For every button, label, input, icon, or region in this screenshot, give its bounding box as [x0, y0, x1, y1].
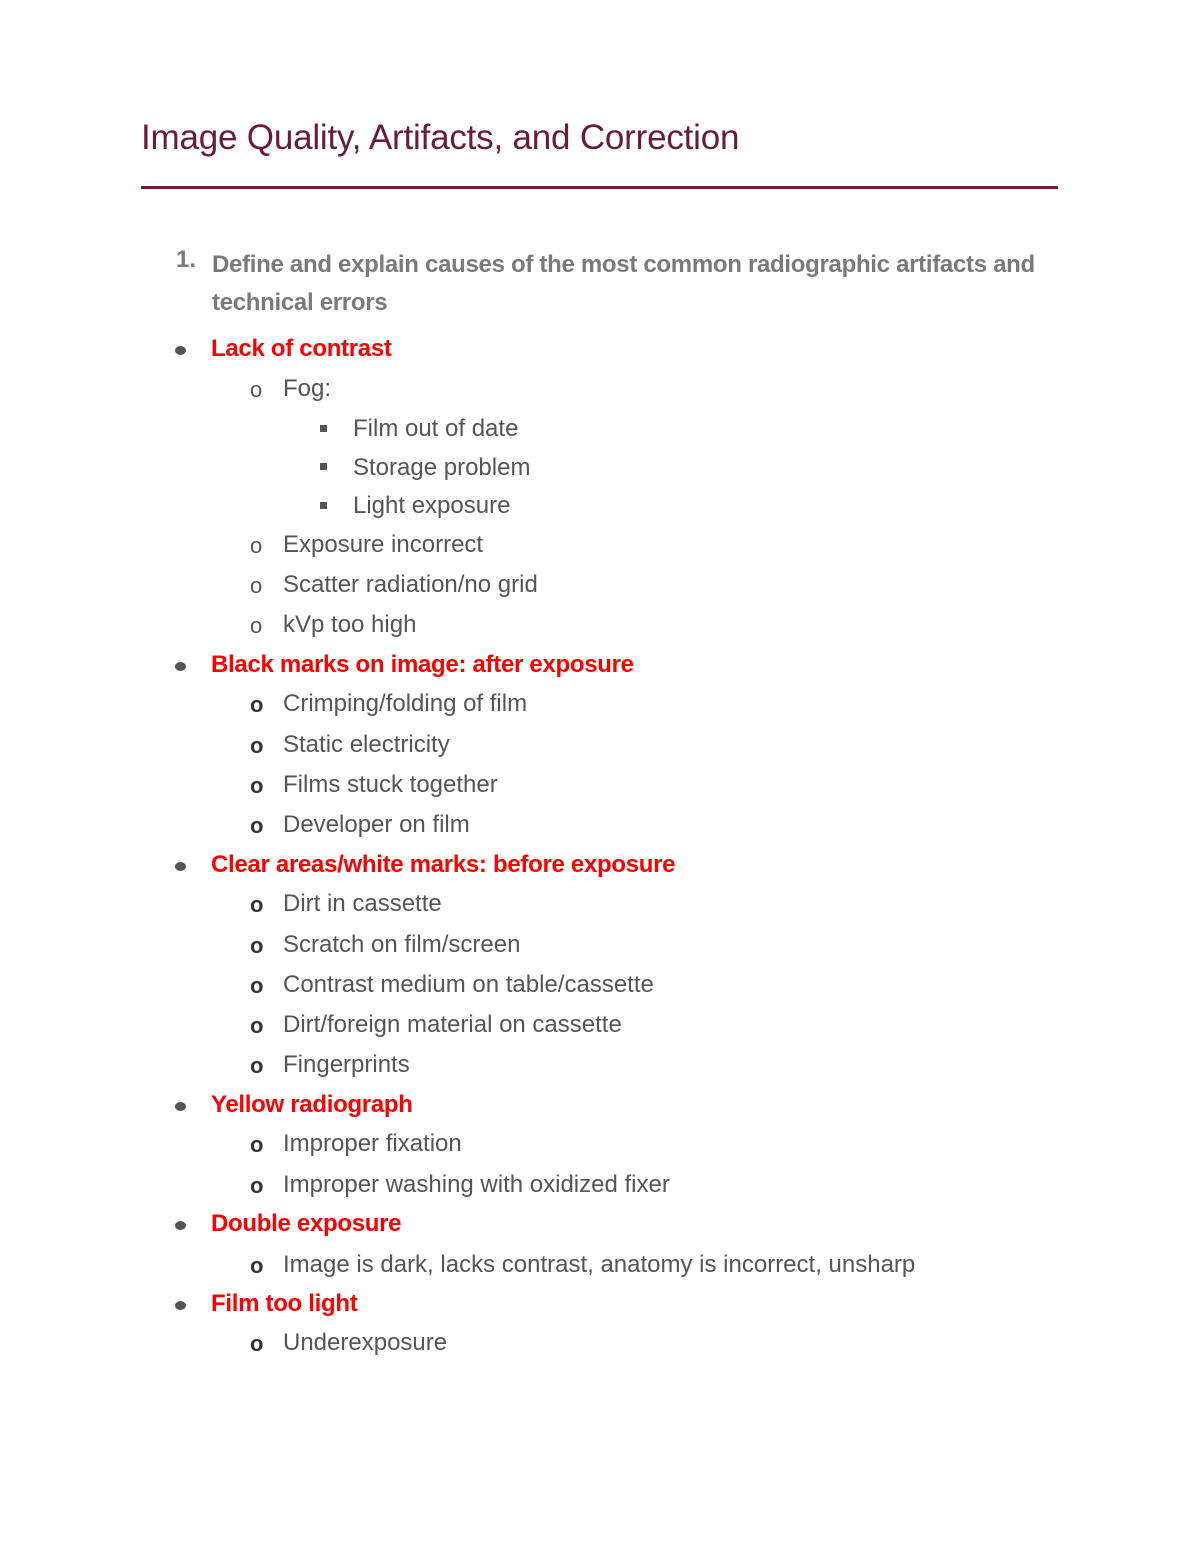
list-subitem: Storage problem [353, 454, 531, 481]
bullet-icon [175, 346, 186, 355]
list-item: Underexposure [283, 1329, 448, 1356]
circle-bullet-icon: o [250, 892, 264, 917]
bullet-icon [175, 1102, 186, 1111]
list-item: Dirt in cassette [283, 890, 442, 917]
section-heading: Double exposure [211, 1210, 402, 1237]
question-number: 1. [176, 246, 197, 273]
list-item: Crimping/folding of film [283, 690, 528, 717]
square-bullet-icon [320, 502, 327, 509]
circle-bullet-icon: o [250, 1053, 264, 1078]
circle-bullet-icon: o [250, 813, 264, 838]
list-subitem: Light exposure [353, 492, 511, 519]
list-item: Scratch on film/screen [283, 931, 521, 958]
circle-bullet-icon: o [250, 1013, 264, 1038]
list-item: Dirt/foreign material on cassette [283, 1011, 622, 1038]
circle-bullet-icon: o [250, 733, 264, 758]
list-subitem: Film out of date [353, 415, 519, 442]
list-item: kVp too high [283, 611, 417, 638]
square-bullet-icon [320, 425, 327, 432]
circle-bullet-icon: o [250, 773, 264, 798]
circle-bullet-icon: o [250, 1331, 264, 1356]
list-item: Contrast medium on table/cassette [283, 971, 654, 998]
section-heading: Clear areas/white marks: before exposure [211, 851, 676, 878]
question-text: Define and explain causes of the most common radiographic artifacts and technical errors [212, 251, 1035, 316]
bullet-icon [175, 1301, 186, 1310]
title-divider [141, 186, 1058, 189]
section-heading: Lack of contrast [211, 335, 392, 362]
list-item: Static electricity [283, 731, 450, 758]
list-item: Fingerprints [283, 1051, 410, 1078]
list-item: Improper washing with oxidized fixer [283, 1171, 670, 1198]
list-item: Fog: [283, 375, 332, 402]
list-item: Scatter radiation/no grid [283, 571, 538, 598]
circle-bullet-icon: o [250, 377, 263, 402]
circle-bullet-icon: o [250, 573, 263, 598]
bullet-icon [175, 1221, 186, 1230]
section-heading: Yellow radiograph [211, 1091, 413, 1118]
circle-bullet-icon: o [250, 1253, 264, 1278]
circle-bullet-icon: o [250, 1132, 264, 1157]
circle-bullet-icon: o [250, 973, 264, 998]
bullet-icon [175, 662, 186, 671]
circle-bullet-icon: o [250, 533, 263, 558]
section-heading: Black marks on image: after exposure [211, 651, 634, 678]
list-item: Improper fixation [283, 1130, 462, 1157]
circle-bullet-icon: o [250, 1173, 264, 1198]
section-heading: Film too light [211, 1290, 358, 1317]
list-item: Exposure incorrect [283, 531, 484, 558]
list-item: Image is dark, lacks contrast, anatomy is incorrect, unsharp [283, 1251, 916, 1278]
circle-bullet-icon: o [250, 613, 263, 638]
page-title: Image Quality, Artifacts, and Correction [141, 118, 740, 157]
bullet-icon [175, 862, 186, 871]
square-bullet-icon [320, 463, 327, 470]
circle-bullet-icon: o [250, 692, 264, 717]
list-item: Developer on film [283, 811, 470, 838]
circle-bullet-icon: o [250, 933, 264, 958]
list-item: Films stuck together [283, 771, 498, 798]
